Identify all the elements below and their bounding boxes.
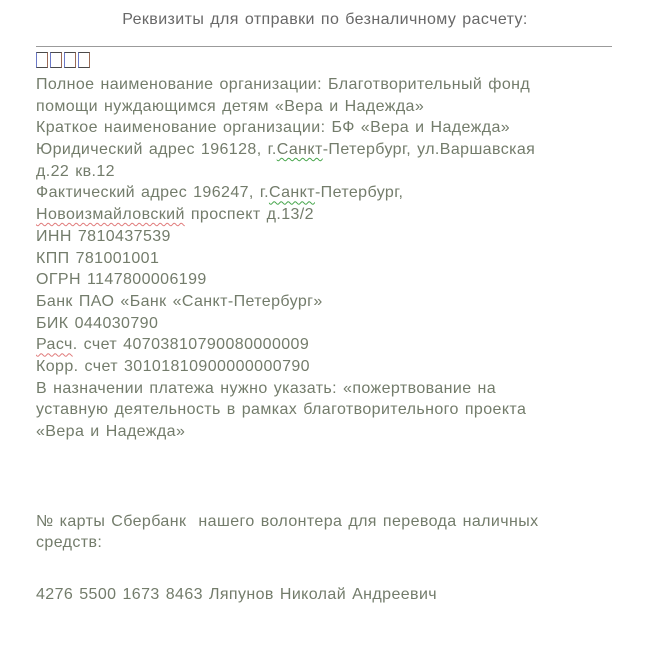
text-segment: КПП 781001001 <box>36 249 160 267</box>
card-info-section <box>36 511 620 554</box>
requisites-section <box>36 74 620 606</box>
grammar-underline: Санкт <box>276 141 323 159</box>
text-line <box>36 334 620 356</box>
text-segment: средств: <box>36 534 103 552</box>
text-segment: Корр. счет 30101810900000000790 <box>36 357 310 375</box>
missing-glyph-box <box>78 52 90 68</box>
text-line <box>36 291 620 313</box>
text-line <box>36 511 620 533</box>
text-line <box>36 204 620 226</box>
missing-glyph-box <box>50 52 62 68</box>
text-line <box>36 226 620 248</box>
missing-glyph-box <box>64 52 76 68</box>
text-segment: -Петербург, ул.Варшавская <box>322 141 536 159</box>
text-line <box>36 356 620 378</box>
text-line <box>36 161 620 183</box>
text-segment: В назначении платежа нужно указать: «пожертвование на <box>36 379 497 397</box>
text-segment: ИНН 7810437539 <box>36 227 171 245</box>
text-segment: д.22 кв.12 <box>36 162 115 180</box>
text-segment: уставную деятельность в рамках благотворительного проекта <box>36 401 527 419</box>
text-segment: Банк ПАО «Банк «Санкт-Петербург» <box>36 292 323 310</box>
text-line <box>36 532 620 554</box>
text-line <box>36 313 620 335</box>
text-line <box>36 117 620 139</box>
text-segment: -Петербург, <box>314 184 404 202</box>
text-line <box>36 399 620 421</box>
missing-glyphs-row <box>36 52 650 69</box>
text-segment: ОГРН 1147800006199 <box>36 271 207 289</box>
text-line <box>36 139 620 161</box>
missing-glyph-box <box>36 52 48 68</box>
text-segment: «Вера и Надежда» <box>36 423 186 440</box>
text-line <box>36 421 620 443</box>
text-segment: . счет 40703810790080000009 <box>72 336 310 354</box>
text-line <box>36 378 620 400</box>
text-segment: Полное наименование организации: Благотворительный фонд <box>36 76 531 93</box>
spellcheck-underline: Новоизмайловский <box>36 206 185 224</box>
grammar-underline: Санкт <box>268 184 315 202</box>
text-line <box>36 584 620 606</box>
text-segment: 4276 5500 1673 8463 Ляпунов Николай Андреевич <box>36 586 438 604</box>
text-segment: Краткое наименование организации: БФ «Вера и Надежда» <box>36 119 511 137</box>
page-title: Реквизиты для отправки по безналичному расчету: <box>122 11 528 28</box>
text-segment: № карты Сбербанк нашего волонтера для перевода наличных <box>36 512 539 530</box>
text-line <box>36 182 620 204</box>
card-number-line <box>36 584 620 606</box>
text-line <box>36 74 620 96</box>
requisites-lines <box>36 74 620 443</box>
divider <box>36 46 612 47</box>
text-segment: БИК 044030790 <box>36 314 159 332</box>
text-line <box>36 96 620 118</box>
text-segment: Юридический адрес 196128, г. <box>36 141 277 159</box>
text-segment: Фактический адрес 196247, г. <box>36 184 269 202</box>
text-line <box>36 269 620 291</box>
text-segment: помощи нуждающимся детям «Вера и Надежда» <box>36 97 425 115</box>
text-line <box>36 248 620 270</box>
document-page <box>0 9 650 645</box>
text-segment: проспект д.13/2 <box>184 206 314 224</box>
spellcheck-underline: Расч <box>36 336 73 354</box>
